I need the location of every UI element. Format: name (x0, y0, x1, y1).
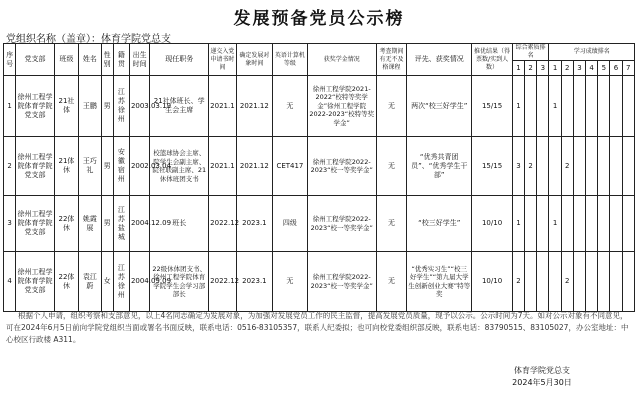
signature-org: 体育学院党总支 (514, 366, 570, 375)
header-class: 班级 (54, 44, 78, 76)
cell-eval-rank (525, 76, 537, 137)
cell-origin: 安徽宿州 (113, 137, 129, 196)
cell-study-rank: 1 (549, 76, 561, 137)
cell-recommend: 15/15 (472, 76, 513, 137)
cell-fail-record: 无 (376, 76, 406, 137)
header-sub-col: 1 (549, 61, 561, 76)
cell-eval-rank (537, 196, 549, 252)
header-english-computer: 英语计算机等级 (273, 44, 308, 76)
cell-birth: 2003.03.19 (129, 76, 149, 137)
header-study-rank: 学习成绩排名 (549, 44, 635, 61)
header-fail-record: 考查期间有无不及格课程 (376, 44, 406, 76)
header-sub-col: 1 (512, 61, 524, 76)
cell-recommend: 15/15 (472, 137, 513, 196)
header-seq: 序号 (4, 44, 16, 76)
cell-origin: 江苏徐州 (113, 76, 129, 137)
header-recommend: 推优结果（得票数/实到人数） (472, 44, 513, 76)
cell-position: 22级休体团支书、徐州工程学院体育学院学生会学习部部长 (150, 252, 209, 312)
header-awards: 评先、获奖情况 (407, 44, 472, 76)
header-origin: 籍贯 (113, 44, 129, 76)
candidate-table (3, 43, 635, 312)
header-sub-col: 3 (537, 61, 549, 76)
cell-name: 王巧礼 (79, 137, 101, 196)
cell-scholarship: 徐州工程学院2021-2022“校特等奖学金”徐州工程学院2022-2023“校特等奖学金” (307, 76, 376, 137)
cell-study-rank (573, 252, 585, 312)
cell-activist-time: 2021.12 (236, 76, 273, 137)
cell-class: 22体休 (54, 252, 78, 312)
cell-name: 袁江蔚 (79, 252, 101, 312)
header-activist-time: 确定发展对象时间 (236, 44, 273, 76)
cell-study-rank (586, 252, 598, 312)
cell-study-rank (610, 137, 622, 196)
cell-eval-rank: 1 (512, 196, 524, 252)
cell-origin: 江苏徐州 (113, 252, 129, 312)
cell-scholarship: 徐州工程学院2022-2023“校一等奖学金” (307, 196, 376, 252)
cell-study-rank (573, 196, 585, 252)
cell-birth: 2004.09.09 (129, 252, 149, 312)
cell-application-time: 2022.12 (209, 252, 236, 312)
cell-activist-time: 2023.1 (236, 196, 273, 252)
cell-study-rank (573, 76, 585, 137)
cell-eval-rank (537, 252, 549, 312)
header-birth: 出生时间 (129, 44, 149, 76)
cell-class: 22体休 (54, 196, 78, 252)
cell-position: 21社体班长、学生会主席 (150, 76, 209, 137)
cell-gender: 男 (101, 137, 113, 196)
cell-origin: 江苏盐城 (113, 196, 129, 252)
cell-eval-rank: 2 (525, 137, 537, 196)
cell-scholarship: 徐州工程学院2022-2023“校一等奖学金” (307, 137, 376, 196)
header-sub-col: 6 (610, 61, 622, 76)
header-sub-col: 2 (525, 61, 537, 76)
header-sub-col: 3 (573, 61, 585, 76)
cell-study-rank (610, 76, 622, 137)
signature-block (482, 365, 602, 389)
cell-english-computer: 无 (273, 76, 308, 137)
cell-birth: 2004.12.09 (129, 196, 149, 252)
cell-english-computer: 四级 (273, 196, 308, 252)
cell-name: 姚霞展 (79, 196, 101, 252)
cell-branch: 徐州工程学院体育学院党支部 (16, 252, 55, 312)
cell-study-rank: 2 (561, 252, 573, 312)
header-position: 现任职务 (150, 44, 209, 76)
table-row (4, 137, 635, 196)
cell-study-rank (561, 196, 573, 252)
page-title: 发展预备党员公示榜 (233, 9, 405, 29)
cell-name: 王鹏 (79, 76, 101, 137)
cell-branch: 徐州工程学院体育学院党支部 (16, 76, 55, 137)
cell-gender: 女 (101, 252, 113, 312)
cell-fail-record: 无 (376, 252, 406, 312)
cell-scholarship: 徐州工程学院2022-2023“校一等奖学金” (307, 252, 376, 312)
cell-study-rank (573, 137, 585, 196)
cell-class: 21体休 (54, 137, 78, 196)
cell-application-time: 2021.1 (209, 76, 236, 137)
cell-study-rank (622, 196, 634, 252)
notice-text: 根据个人申请，组织考察和支部意见，以上4名同志确定为发展对象，为加强对发展党员工作的民主监督，提高发展党员质量，现予以公示。公示时间为7天。如对公示对象有不同意见，可在2024年6月5日前向学院党组织当面或署名书面反映，联系电话：0516-83105357，联系人纪委拟；也可向校党委组织部反映，联系电话：83790515、83105027，办公室地址：中心校区行政楼 A311。 (6, 311, 629, 344)
cell-english-computer: CET417 (273, 137, 308, 196)
cell-fail-record: 无 (376, 196, 406, 252)
cell-activist-time: 2023.1 (236, 252, 273, 312)
cell-eval-rank: 1 (512, 76, 524, 137)
cell-seq: 1 (4, 76, 16, 137)
header-eval-rank: 综合素质排名 (512, 44, 549, 61)
cell-seq: 2 (4, 137, 16, 196)
cell-eval-rank: 2 (512, 252, 524, 312)
cell-position: 校篮球协会主席、院学生会副主席、院社联副主席、21休体班团支书 (150, 137, 209, 196)
header-name: 姓名 (79, 44, 101, 76)
cell-study-rank (622, 137, 634, 196)
cell-study-rank (598, 76, 610, 137)
cell-branch: 徐州工程学院体育学院党支部 (16, 137, 55, 196)
header-sub-col: 5 (598, 61, 610, 76)
cell-study-rank: 2 (561, 137, 573, 196)
cell-study-rank (622, 252, 634, 312)
cell-birth: 2002.03.04 (129, 137, 149, 196)
cell-study-rank (598, 252, 610, 312)
cell-study-rank (586, 137, 598, 196)
cell-study-rank (610, 252, 622, 312)
cell-eval-rank: 3 (512, 137, 524, 196)
table-row (4, 76, 635, 137)
cell-english-computer: 无 (273, 252, 308, 312)
cell-activist-time: 2021.12 (236, 137, 273, 196)
cell-study-rank (598, 137, 610, 196)
cell-eval-rank (525, 196, 537, 252)
cell-recommend: 10/10 (472, 252, 513, 312)
cell-seq: 4 (4, 252, 16, 312)
cell-study-rank (561, 76, 573, 137)
header-sub-col: 4 (586, 61, 598, 76)
header-sub-col: 7 (622, 61, 634, 76)
header-application-time: 递交入党申请书时间 (209, 44, 236, 76)
cell-recommend: 10/10 (472, 196, 513, 252)
header-scholarship: 获奖学金情况 (307, 44, 376, 76)
cell-eval-rank (537, 76, 549, 137)
cell-application-time: 2021.1 (209, 137, 236, 196)
cell-awards: 两次“校三好学生” (407, 76, 472, 137)
cell-gender: 男 (101, 76, 113, 137)
cell-eval-rank (525, 252, 537, 312)
cell-study-rank (622, 76, 634, 137)
cell-class: 21社体 (54, 76, 78, 137)
cell-application-time: 2022.12 (209, 196, 236, 252)
header-sub-col: 2 (561, 61, 573, 76)
org-label: 党组织名称（盖章）：体育学院党总支 (6, 34, 171, 45)
cell-position: 班长 (150, 196, 209, 252)
cell-study-rank (586, 76, 598, 137)
table-row (4, 252, 635, 312)
header-branch: 党支部 (16, 44, 55, 76)
header-gender: 性别 (101, 44, 113, 76)
cell-study-rank (549, 252, 561, 312)
cell-study-rank (586, 196, 598, 252)
cell-study-rank (598, 196, 610, 252)
cell-awards: “优秀共青团员”、“优秀学生干部” (407, 137, 472, 196)
signature-date: 2024年5月30日 (512, 378, 572, 387)
cell-branch: 徐州工程学院体育学院党支部 (16, 196, 55, 252)
cell-eval-rank (537, 137, 549, 196)
cell-study-rank: 1 (549, 196, 561, 252)
cell-gender: 男 (101, 196, 113, 252)
header-row (4, 44, 635, 61)
cell-fail-record: 无 (376, 137, 406, 196)
cell-study-rank (549, 137, 561, 196)
cell-awards: “优秀实习生”“校三好学生”“第九届大学生创新创业大赛”特等奖 (407, 252, 472, 312)
cell-study-rank (610, 196, 622, 252)
cell-awards: “校三好学生” (407, 196, 472, 252)
cell-seq: 3 (4, 196, 16, 252)
table-row (4, 196, 635, 252)
